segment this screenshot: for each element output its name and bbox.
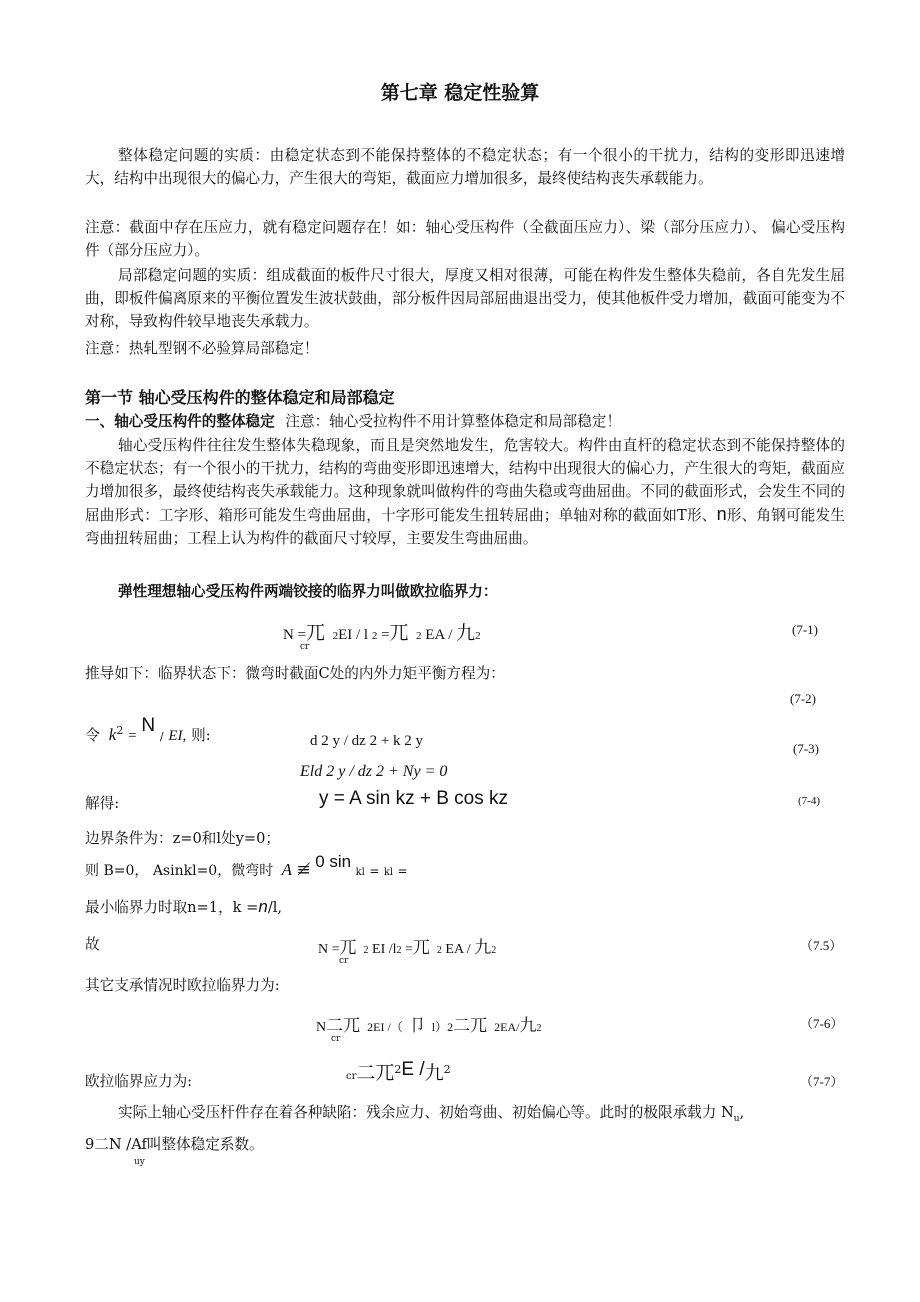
euler-stress-label: 欧拉临界应力为:: [85, 1073, 193, 1090]
section-paragraph-tail: 形、角钢可能发生弯曲扭转屈曲；工程上认为构件的截面尺寸较厚，主要发生弯曲屈曲。: [85, 507, 845, 547]
equation-number-7-4: (7-4): [798, 795, 820, 807]
intro-note-1: 注意：截面中存在压应力，就有稳定问题存在！如：轴心受压构件（全截面压应力）、梁（部分压应力）、 偏心受压构件（部分压应力）。: [85, 219, 845, 259]
equation-7-6-subscript: cr: [331, 1034, 341, 1044]
pi-shape-glyph: n: [716, 504, 727, 524]
section-paragraph: [85, 434, 845, 550]
equation-number-7-5: （7.5）: [800, 938, 843, 953]
subsection-note: 注意：轴心受拉构件不用计算整体稳定和局部稳定！: [285, 413, 622, 430]
section-heading: 第一节 轴心受压构件的整体稳定和局部稳定: [85, 388, 395, 407]
equation-7-7: cr二兀$^2$E /九$^2$: [346, 1059, 451, 1084]
closing-paragraph-1: 实际上轴心受压杆件存在着各种缺陷：残余应力、初始弯曲、初始偏心等。此时的极限承载力 $N_u$,: [118, 1104, 745, 1124]
equation-7-3-b: Eld 2 y / dz 2 + Ny = 0: [300, 763, 448, 780]
equation-number-7-3: (7-3): [793, 741, 819, 756]
equation-7-4: y = A sin kz + B cos kz: [319, 788, 509, 809]
solution-label: 解得:: [85, 795, 120, 812]
closing-subscript: uy: [134, 1157, 145, 1167]
equation-7-1-subscript: cr: [300, 642, 310, 652]
minimum-critical-line: 最小临界力时取n=1，k =n/l,: [85, 897, 283, 916]
other-supports-line: 其它支承情况时欧拉临界力为:: [85, 977, 280, 994]
equation-number-7-7: （7-7）: [800, 1074, 844, 1089]
equation-7-5: N =兀 2 EI /l2 =兀 2 EA / 九2: [318, 938, 497, 957]
equation-number-7-1: (7-1): [792, 622, 818, 637]
equation-number-7-2: (7-2): [790, 691, 816, 706]
equation-7-3-rhs: d 2 y / dz 2 + k 2 y: [310, 733, 424, 749]
closing-paragraph-2: 9二N /Af叫整体稳定系数。: [85, 1136, 264, 1153]
equation-7-3-lhs: 令 $k^2 = N$ / EI, 则:: [85, 715, 211, 744]
page-title: 第七章 稳定性验算: [380, 82, 540, 104]
then-line: 则 B=0， Asinkl=0，微弯时 A ≢ 0 sin kl = kl =: [85, 852, 408, 880]
equation-7-6: N二兀 2EI /（ 卩 l）2二兀 2EA/九2: [316, 1016, 542, 1035]
intro-paragraph-1: 整体稳定问题的实质：由稳定状态到不能保持整体的不稳定状态；有一个很小的干扰力，结构的变形即迅速增大，结构中出现很大的偏心力，产生很大的弯矩，截面应力增加很多，最终使结构丧失承载能力。: [85, 147, 845, 187]
intro-note-2: 注意：热轧型钢不必验算局部稳定！: [85, 340, 319, 357]
intro-paragraph-2: 局部稳定问题的实质：组成截面的板件尺寸很大，厚度又相对很薄，可能在构件发生整体失稳前，各自先发生屈曲，即板件偏离原来的平衡位置发生波状鼓曲，部分板件因局部屈曲退出受力，使其他板件受力增加，截面可能变为不对称，导致构件较早地丧失承载力。: [85, 267, 845, 330]
euler-intro-line: 弹性理想轴心受压构件两端铰接的临界力叫做欧拉临界力：: [118, 583, 498, 600]
equation-number-7-6: （7-6）: [800, 1016, 844, 1031]
subsection-heading: 一、轴心受压构件的整体稳定: [85, 413, 275, 430]
boundary-conditions: 边界条件为：z=0和l处y=0；: [85, 830, 280, 847]
derivation-line: 推导如下：临界状态下：微弯时截面C处的内外力矩平衡方程为：: [85, 665, 505, 682]
equation-7-5-subscript: cr: [339, 956, 349, 966]
equation-7-1: N =兀 2EI / l 2 =兀 2 EA / 九2: [283, 623, 481, 644]
therefore-label: 故: [85, 936, 100, 953]
section-paragraph-text: 轴心受压构件往往发生整体失稳现象，而且是突然地发生，危害较大。构件由直杆的稳定状态到不能保持整体的不稳定状态；有一个很小的干扰力，结构的弯曲变形即迅速增大，结构中出现很大的偏心力，产生很大的弯矩，截面应力增加很多，最终使结构丧失承载能力。这种现象就叫做构件的弯曲失稳或弯曲屈曲。不同的截面形式，会发生不同的屈曲形式：工字形、箱形可能发生弯曲屈曲，十字形可能发生扭转屈曲；单轴对称的截面如T形、: [85, 437, 845, 524]
subsection-line: [85, 410, 621, 431]
